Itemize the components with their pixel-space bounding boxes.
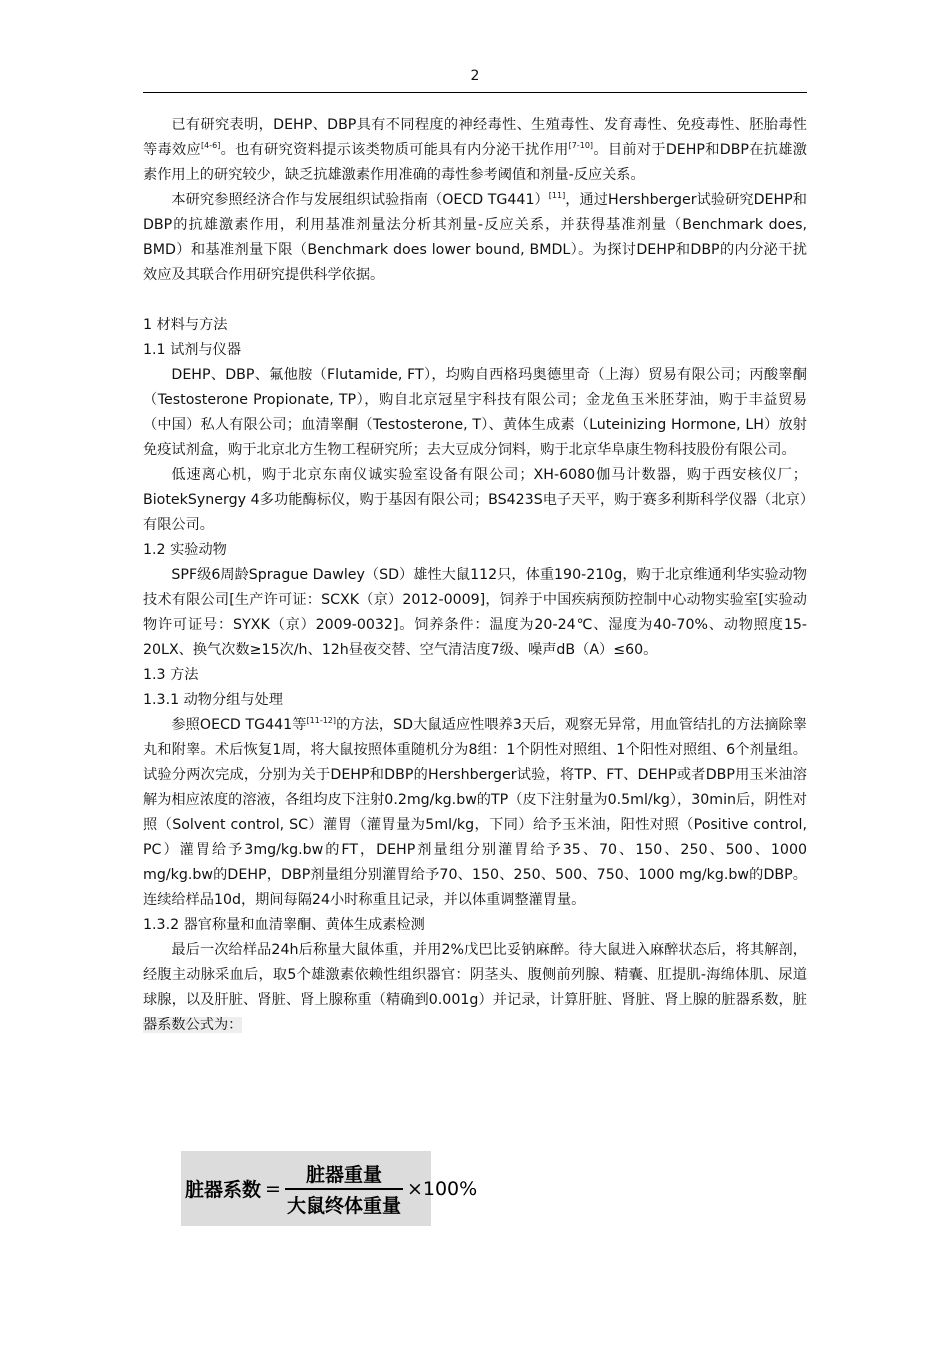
section-heading-1-3-2: 1.3.2 器官称量和血清睾酮、黄体生成素检测 [143,917,425,933]
intro-text-1: 已有研究表明，DEHP、DBP具有不同程度的神经毒性、生殖毒性、发育毒性、免疫毒性、胚胎毒性等毒效应 [143,117,807,158]
section-heading-1-2: 1.2 实验动物 [143,542,227,558]
page-body [143,113,807,1038]
section-heading-1-3-1: 1.3.1 动物分组与处理 [143,692,283,708]
formula-equals: = [265,1177,281,1200]
organs-text: 最后一次给样品24h后称量大鼠体重，并用2%戊巴比妥钠麻醉。待大鼠进入麻醉状态后，将其解剖，经腹主动脉采血后，取5个雄激素依赖性组织器官：阴茎头、腹侧前列腺、精囊、肛提肌-海绵体肌、尿道球腺，以及肝脏、肾脏、肾上腺称重（精确到0.001g）并记录，计算肝脏、肾脏、肾上腺的脏器系数，脏 [143,942,807,1008]
grouping-text-1: 参照OECD TG441等 [171,717,307,733]
aim-text-2: ，通过Hershberger试验研究DEHP和DBP的抗雄激素作用，利用基准剂量法分析其剂量-反应关系，并获得基准剂量（Benchmark does, BMD）和基准剂量下限（Benchmark does lower bound, BMDL）。为探讨DEHP和DBP的内分泌干扰效应及其联合作用研究提供科学依据。 [143,192,807,283]
formula-denominator: 大鼠终体重量 [286,1194,401,1217]
formula-multiplier: ×100% [406,1177,478,1200]
section-heading-1: 1 材料与方法 [143,317,228,333]
section-heading-1-1: 1.1 试剂与仪器 [143,342,242,358]
paragraph-instruments: 低速离心机，购于北京东南仪诚实验室设备有限公司；XH-6080伽马计数器，购于西安核仪厂；BiotekSynergy 4多功能酶标仪，购于基因有限公司；BS423S电子天平，购于赛多利斯科学仪器（北京）有限公司。 [143,467,807,533]
paragraph-grouping [143,713,807,913]
paragraph-organs [143,938,807,1038]
formula-lhs: 脏器系数 [185,1179,262,1201]
paragraph-animals: SPF级6周龄Sprague Dawley（SD）雄性大鼠112只，体重190-210g，购于北京维通利华实验动物技术有限公司[生产许可证：SCXK（京）2012-0009]，饲养于中国疾病预防控制中心动物实验室[实验动物许可证号：SYXK（京）2009-0032]。饲养条件：温度为20-24℃、湿度为40-70%、动物照度15-20LX、换气次数≥15次/h、12h昼夜交替、空气清洁度7级、噪声dB（A）≤60。 [143,567,807,658]
paragraph-aim [143,188,807,288]
citation-11-12: [11-12] [306,716,337,725]
organ-coefficient-formula [181,1151,478,1226]
page-number: 2 [470,68,480,84]
intro-text-3: 。目前对于DEHP和DBP在抗雄激素作用上的研究较少，缺乏抗雄激素作用准确的毒性参考阈值和剂量-反应关系。 [143,142,807,183]
section-heading-1-3: 1.3 方法 [143,667,199,683]
formula-numerator: 脏器重量 [305,1163,382,1186]
paragraph-reagents: DEHP、DBP、氟他胺（Flutamide, FT），均购自西格玛奥德里奇（上海）贸易有限公司；丙酸睾酮（Testosterone Propionate, TP），购自北京冠星宇科技有限公司；金龙鱼玉米胚芽油，购于丰益贸易（中国）私人有限公司；血清睾酮（Testosterone, T）、黄体生成素（Luteinizing Hormone, LH）放射免疫试剂盒，购于北京北方生物工程研究所；去大豆成分饲料，购于北京华阜康生物科技股份有限公司。 [143,367,807,458]
paragraph-intro [143,113,807,188]
aim-text-1: 本研究参照经济合作与发展组织试验指南（OECD TG441） [171,192,549,208]
organs-text-highlight: 器系数公式为： [143,1017,243,1033]
formula-fraction [285,1159,403,1219]
citation-11: [11] [548,191,566,200]
grouping-text-2: 的方法，SD大鼠适应性喂养3天后，观察无异常，用血管结扎的方法摘除睾丸和附睾。术后恢复1周，将大鼠按照体重随机分为8组：1个阴性对照组、1个阳性对照组、6个剂量组。试验分两次完成，分别为关于DEHP和DBP的Hershberger试验，将TP、FT、DEHP或者DBP用玉米油溶解为相应浓度的溶液，各组均皮下注射0.2mg/kg.bw的TP（皮下注射量为0.5ml/kg），30min后，阴性对照（Solvent control, SC）灌胃（灌胃量为5ml/kg，下同）给予玉米油，阳性对照（Positive control, PC）灌胃给予3mg/kg.bw的FT，DEHP剂量组分别灌胃给予35、70、150、250、500、1000 mg/kg.bw的DEHP，DBP剂量组分别灌胃给予70、150、250、500、750、1000 mg/kg.bw的DBP。连续给样品10d，期间每隔24小时称重且记录，并以体重调整灌胃量。 [143,717,807,908]
citation-4-6: [4-6] [201,141,221,150]
intro-text-2: 。也有研究资料提示该类物质可能具有内分泌干扰作用 [220,142,569,158]
citation-7-10: [7-10] [568,141,594,150]
header-rule [143,92,807,93]
